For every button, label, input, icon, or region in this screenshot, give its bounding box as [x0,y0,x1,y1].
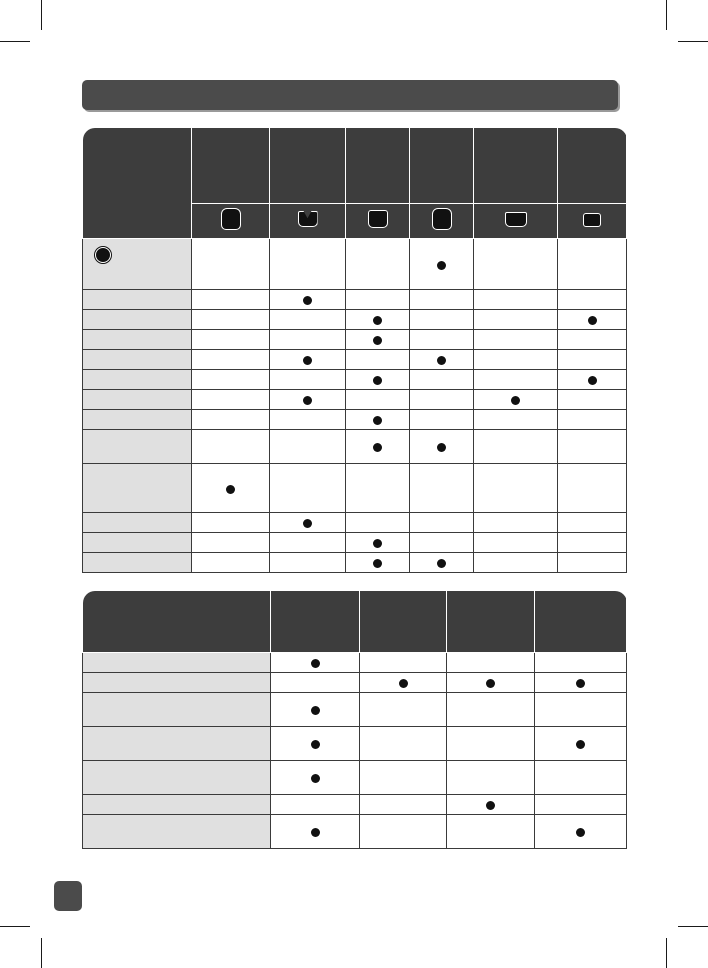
dot-marker [373,376,382,385]
table-cell [360,815,447,849]
table-cell [192,464,270,513]
table-row [83,310,627,330]
column-header [410,128,474,204]
table-cell [474,330,558,350]
dot-marker [399,679,408,688]
row-label [83,464,192,513]
dot-marker [588,376,597,385]
table-cell [474,513,558,533]
row-header-corner [83,591,271,653]
crop-mark [41,0,42,30]
table-cell [410,310,474,330]
table-cell [535,795,627,815]
row-label [83,239,192,290]
accessory-table [82,590,627,849]
row-label [83,390,192,410]
column-header [270,128,346,204]
table-cell [270,390,346,410]
table-cell [346,553,410,573]
vee-pot-icon [298,211,318,227]
table-row [83,330,627,350]
row-label [83,533,192,553]
column-header [558,128,627,204]
table-row [83,553,627,573]
column-header [535,591,627,653]
dot-marker [437,443,446,452]
table-cell [474,290,558,310]
table-cell [271,727,360,761]
table-row [83,761,627,795]
table-cell [270,290,346,310]
table-cell [410,330,474,350]
crop-mark [678,41,708,42]
table-cell [558,290,627,310]
table-row [83,370,627,390]
table-cell [192,553,270,573]
start-stop-icon [95,247,111,263]
dot-marker [588,316,597,325]
table-cell [558,464,627,513]
table-cell [474,430,558,464]
table-row [83,350,627,370]
table-cell [558,310,627,330]
column-header [271,591,360,653]
table-cell [346,310,410,330]
row-label [83,350,192,370]
table-cell [447,795,535,815]
row-label [83,761,271,795]
table-cell [192,533,270,553]
table-cell [558,533,627,553]
table-cell [346,330,410,350]
table-cell [535,693,627,727]
dot-marker [303,396,312,405]
table-cell [360,795,447,815]
crop-mark [0,926,30,927]
dot-marker [437,559,446,568]
table-cell [271,673,360,693]
table-cell [192,430,270,464]
table-cell [535,815,627,849]
table-cell [558,239,627,290]
table-cell [346,239,410,290]
container-icon-cell [558,204,627,239]
table-cell [270,310,346,330]
table-cell [270,330,346,350]
table-cell [360,673,447,693]
table-cell [270,350,346,370]
dot-marker [576,828,585,837]
table-cell [192,310,270,330]
table-row [83,464,627,513]
program-table [82,127,627,573]
dot-marker [511,396,520,405]
row-label [83,410,192,430]
row-label [83,330,192,350]
table-cell [474,350,558,370]
dot-marker [303,356,312,365]
table-cell [447,653,535,673]
table-cell [271,795,360,815]
table-row [83,653,627,673]
row-label [83,815,271,849]
table-cell [360,761,447,795]
table-cell [410,290,474,310]
row-label [83,673,271,693]
table-cell [270,513,346,533]
dot-marker [373,539,382,548]
table-cell [447,815,535,849]
table-cell [346,410,410,430]
table-cell [474,533,558,553]
table-cell [410,239,474,290]
table-cell [360,727,447,761]
dot-marker [576,679,585,688]
wide-pot-icon [505,212,527,227]
table-cell [410,464,474,513]
dot-marker [311,740,320,749]
table-cell [410,390,474,410]
column-header [474,128,558,204]
table-cell [474,310,558,330]
page-number-tab [54,881,82,911]
table-cell [270,553,346,573]
table-cell [558,430,627,464]
row-label [83,430,192,464]
dot-marker [486,679,495,688]
table-cell [271,653,360,673]
column-header [192,128,270,204]
table-cell [360,693,447,727]
section-title-bar [82,80,618,110]
row-label [83,693,271,727]
column-header [360,591,447,653]
table-cell [410,350,474,370]
table-cell [410,410,474,430]
table-cell [558,410,627,430]
table-row [83,533,627,553]
dot-marker [373,336,382,345]
row-label [83,653,271,673]
dot-marker [437,261,446,270]
container-icon-cell [192,204,270,239]
crop-mark [666,0,667,30]
dot-marker [437,356,446,365]
table-cell [346,513,410,533]
dot-marker [373,316,382,325]
table-cell [474,410,558,430]
table-cell [270,430,346,464]
table-cell [447,693,535,727]
table-cell [474,370,558,390]
table-cell [447,673,535,693]
dot-marker [303,296,312,305]
tall-round-pot-icon [432,208,452,230]
table-cell [535,653,627,673]
table-cell [360,653,447,673]
table-cell [270,239,346,290]
container-icon-cell [270,204,346,239]
dot-marker [311,774,320,783]
table-cell [270,370,346,390]
dot-marker [486,801,495,810]
dot-marker [576,740,585,749]
table-row [83,390,627,410]
container-icon-cell [474,204,558,239]
table-cell [474,390,558,410]
table-cell [271,693,360,727]
container-icon-cell [346,204,410,239]
table-cell [271,815,360,849]
table-cell [192,370,270,390]
table-row [83,239,627,290]
row-label [83,513,192,533]
table-cell [474,553,558,573]
small-pot-icon [583,213,601,227]
table-cell [447,727,535,761]
table-cell [535,761,627,795]
dot-marker [226,485,235,494]
table-row [83,795,627,815]
table-cell [270,410,346,430]
row-header-corner [83,128,192,239]
table-cell [192,239,270,290]
table-cell [192,410,270,430]
dot-marker [303,519,312,528]
table-row [83,290,627,310]
table-row [83,430,627,464]
table-cell [410,370,474,390]
table-cell [474,239,558,290]
table-row [83,513,627,533]
dot-marker [373,559,382,568]
dot-marker [311,706,320,715]
table-cell [410,533,474,553]
row-label [83,290,192,310]
table-cell [346,430,410,464]
dot-marker [311,659,320,668]
table-cell [410,430,474,464]
table-cell [410,553,474,573]
dot-marker [373,416,382,425]
table-cell [558,350,627,370]
table-cell [474,464,558,513]
column-header [346,128,410,204]
row-label [83,310,192,330]
table-cell [558,370,627,390]
table-row [83,815,627,849]
table-cell [192,390,270,410]
table-cell [192,330,270,350]
table-cell [271,761,360,795]
table-cell [346,390,410,410]
table-row [83,727,627,761]
row-label [83,553,192,573]
dot-marker [311,828,320,837]
table-cell [535,727,627,761]
table-row [83,693,627,727]
table-cell [346,464,410,513]
table-cell [558,330,627,350]
row-label [83,370,192,390]
table-cell [346,290,410,310]
table-cell [192,513,270,533]
row-label [83,795,271,815]
column-header [447,591,535,653]
table-row [83,673,627,693]
crop-mark [0,41,30,42]
table-cell [558,390,627,410]
container-icon-cell [410,204,474,239]
table-cell [192,290,270,310]
table-row [83,410,627,430]
crop-mark [666,938,667,968]
row-label [83,727,271,761]
crop-mark [678,926,708,927]
square-pot-icon [368,210,388,228]
table-cell [192,350,270,370]
table-cell [270,464,346,513]
table-cell [346,370,410,390]
table-cell [447,761,535,795]
dot-marker [373,443,382,452]
tall-pot-icon [221,208,241,230]
crop-mark [41,938,42,968]
table-cell [558,553,627,573]
table-cell [346,350,410,370]
table-cell [270,533,346,553]
table-cell [558,513,627,533]
table-cell [535,673,627,693]
table-cell [410,513,474,533]
table-cell [346,533,410,553]
